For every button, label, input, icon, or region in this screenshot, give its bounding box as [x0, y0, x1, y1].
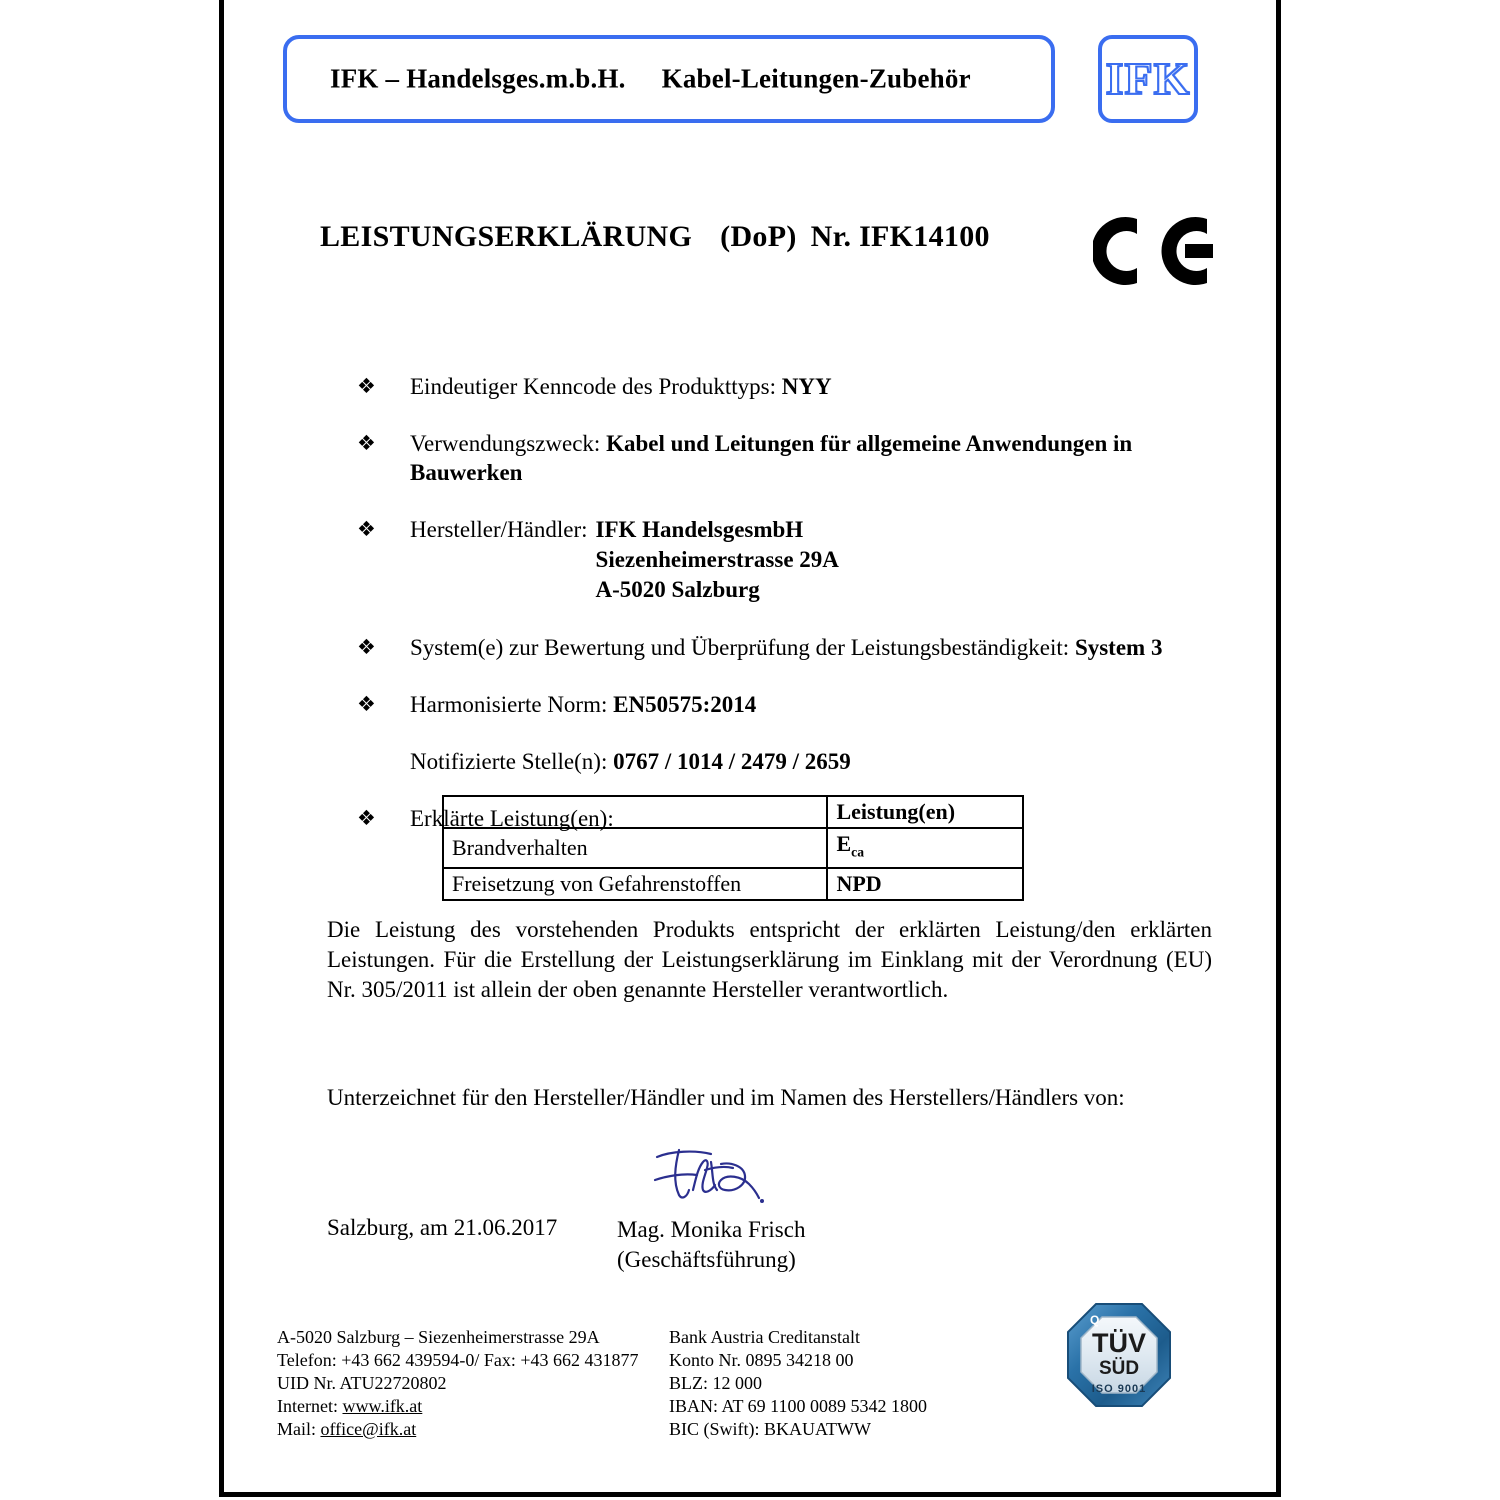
footer-phone-fax: Telefon: +43 662 439594-0/ Fax: +43 662 431877 [277, 1350, 639, 1370]
signatory-block [617, 1215, 805, 1275]
ce-mark-icon [1093, 205, 1213, 297]
signatory-name: Mag. Monika Frisch [617, 1217, 806, 1242]
item-label: Eindeutiger Kenncode des Produkttyps: [410, 374, 777, 399]
footer-bank-name: Bank Austria Creditanstalt [669, 1327, 860, 1347]
footer-contact-column [277, 1326, 639, 1441]
company-header-box [283, 35, 1055, 123]
table-row [443, 828, 1023, 868]
document-title-main: LEISTUNGSERKLÄRUNG [320, 220, 693, 253]
declaration-item-harmonised-standard [224, 690, 1276, 719]
item-value: 0767 / 1014 / 2479 / 2659 [613, 749, 851, 774]
item-label: Notifizierte Stelle(n): [410, 749, 608, 774]
item-text [410, 747, 851, 776]
table-cell-characteristic: Brandverhalten [443, 828, 827, 868]
footer-mail-label: Mail: [277, 1419, 316, 1439]
footer-iban: IBAN: AT 69 1100 0089 5342 1800 [669, 1396, 928, 1416]
footer-internet-label: Internet: [277, 1396, 338, 1416]
declaration-item-intended-use [224, 429, 1276, 487]
footer-blz: BLZ: 12 000 [669, 1373, 762, 1393]
table-cell-characteristic: Freisetzung von Gefahrenstoffen [443, 868, 827, 900]
signed-for-line: Unterzeichnet für den Hersteller/Händler und im Namen des Herstellers/Händlers von: [327, 1085, 1125, 1110]
item-text [410, 633, 1162, 662]
company-name: IFK – Handelsges.m.b.H. [330, 63, 626, 94]
item-text [410, 372, 832, 401]
footer-internet-row [277, 1395, 639, 1418]
manufacturer-city: A-5020 Salzburg [595, 577, 760, 602]
handwritten-signature-icon [649, 1140, 789, 1210]
company-tagline: Kabel-Leitungen-Zubehör [661, 63, 971, 94]
document-title [320, 220, 990, 254]
manufacturer-street: Siezenheimerstrasse 29A [595, 547, 839, 572]
table-cell-performance [827, 828, 1023, 868]
item-text [410, 429, 1220, 487]
footer-mail-row [277, 1418, 639, 1441]
performance-value-subscript: ca [851, 844, 865, 860]
declaration-item-manufacturer [224, 515, 1276, 605]
tuv-sud-certification-logo-icon [1064, 1300, 1174, 1410]
table-row [443, 868, 1023, 900]
bullet-diamond-icon: ❖ [357, 431, 376, 455]
footer-bic: BIC (Swift): BKAUATWW [669, 1419, 871, 1439]
item-label: Erklärte Leistung(en): [410, 806, 614, 831]
declared-performance-table [442, 795, 1024, 901]
item-value: EN50575:2014 [613, 692, 757, 717]
item-label: System(e) zur Bewertung und Überprüfung der Leistungsbeständigkeit: [410, 635, 1070, 660]
email-link[interactable]: office@ifk.at [320, 1419, 417, 1439]
bullet-diamond-icon: ❖ [357, 692, 376, 716]
document-title-type: (DoP) [720, 220, 797, 253]
ifk-logo-box [1098, 35, 1198, 123]
item-text [410, 690, 756, 719]
item-value: System 3 [1074, 635, 1163, 660]
footer-account-number: Konto Nr. 0895 34218 00 [669, 1350, 854, 1370]
declaration-item-product-code [224, 372, 1276, 401]
manufacturer-address [596, 515, 839, 605]
item-value: Kabel und Leitungen für allgemeine Anwendungen in Bauwerken [410, 431, 1133, 485]
responsibility-statement: Die Leistung des vorstehenden Produkts entspricht der erklärten Leistung/den erklärten Leistungen. Für die Erstellung der Leistungserklärung im Einklang mit der Verordnung (EU) Nr. 305/2011 ist allein der oben genannte Hersteller verantwortlich. [327, 917, 1212, 1002]
table-cell-performance [827, 868, 1023, 900]
website-link[interactable]: www.ifk.at [342, 1396, 423, 1416]
declaration-item-notified-bodies [224, 747, 1276, 776]
bullet-diamond-icon: ❖ [357, 517, 376, 541]
table-header-characteristic [443, 796, 827, 828]
footer-bank-column [669, 1326, 927, 1441]
table-header-row [443, 796, 1023, 828]
tuv-wordmark: TÜV [1092, 1328, 1146, 1358]
performance-value-base: E [836, 831, 852, 856]
bullet-diamond-icon: ❖ [357, 806, 376, 830]
item-label: Harmonisierte Norm: [410, 692, 608, 717]
item-label: Hersteller/Händler: [410, 517, 588, 542]
page-content [224, 0, 1276, 1492]
ifk-logo-icon: IFK [1105, 53, 1191, 104]
manufacturer-name: IFK HandelsgesmbH [595, 517, 804, 542]
performance-value-base: NPD [836, 871, 882, 897]
declaration-item-avcp-system [224, 633, 1276, 662]
tuv-q-mark: Q [1090, 1313, 1100, 1327]
sud-wordmark: SÜD [1098, 1358, 1140, 1379]
item-text [410, 515, 839, 605]
document-title-number: Nr. IFK14100 [810, 220, 990, 253]
bullet-diamond-icon: ❖ [357, 374, 376, 398]
document-page [219, 0, 1281, 1497]
signature-place-date: Salzburg, am 21.06.2017 [327, 1215, 558, 1240]
declaration-items [224, 372, 1276, 861]
footer-address: A-5020 Salzburg – Siezenheimerstrasse 29A [277, 1327, 600, 1347]
iso-standard-label: ISO 9001 [1091, 1383, 1147, 1395]
footer-uid: UID Nr. ATU22720802 [277, 1373, 447, 1393]
signatory-role: (Geschäftsführung) [617, 1247, 796, 1272]
company-header-text [330, 64, 971, 95]
item-label: Verwendungszweck: [410, 431, 601, 456]
table-header-performance: Leistung(en) [827, 796, 1023, 828]
bullet-diamond-icon: ❖ [357, 635, 376, 659]
item-value: NYY [781, 374, 832, 399]
